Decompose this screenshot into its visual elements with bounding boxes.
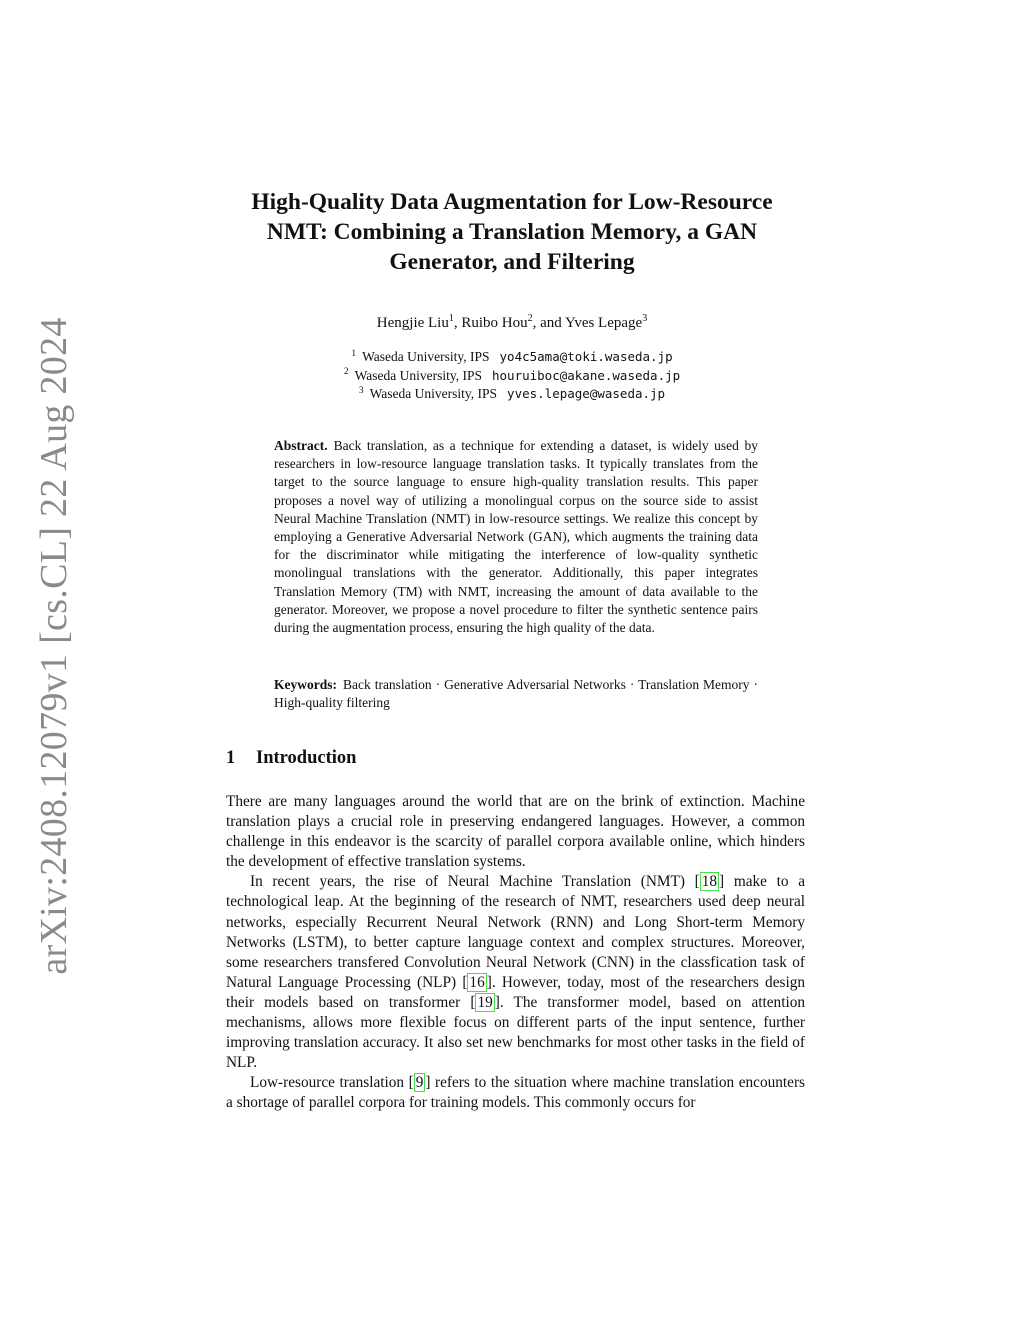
paragraph bbox=[226, 872, 805, 1073]
affiliation-institution: Waseda University, IPS bbox=[362, 349, 490, 364]
affiliation-list bbox=[238, 348, 786, 404]
affiliation-email[interactable]: yo4c5ama@toki.waseda.jp bbox=[499, 349, 673, 364]
abstract bbox=[274, 437, 758, 637]
affiliation-mark: 2 bbox=[343, 367, 349, 377]
affiliation-institution: Waseda University, IPS bbox=[354, 367, 482, 383]
citation-link[interactable]: 9 bbox=[415, 1074, 424, 1092]
body-text bbox=[226, 792, 805, 1114]
affiliation-mark: 1 bbox=[351, 348, 357, 359]
affiliation-line bbox=[238, 385, 786, 404]
keywords bbox=[274, 676, 758, 712]
paragraph-text: ]. The transformer model, based on attention mechanisms, allows more flexible focus on different parts of the input sentence, further improving translation accuracy. It also set new benchmarks for most other tasks in the field of NLP. bbox=[226, 993, 805, 1072]
section-title: Introduction bbox=[256, 748, 357, 768]
paragraph-text: In recent years, the rise of Neural Machine Translation (NMT) [ bbox=[250, 873, 700, 891]
author-list bbox=[238, 313, 786, 333]
affiliation-institution: Waseda University, IPS bbox=[369, 386, 498, 401]
arxiv-identifier: arXiv:2408.12079v1 [cs.CL] 22 Aug 2024 bbox=[33, 317, 75, 975]
title-line: NMT: Combining a Translation Memory, a GAN bbox=[266, 219, 758, 245]
title-line: High-Quality Data Augmentation for Low-Resource bbox=[251, 189, 773, 215]
section-heading bbox=[226, 748, 356, 769]
affiliation-email[interactable]: houruiboc@akane.waseda.jp bbox=[492, 367, 681, 383]
citation-link[interactable]: 16 bbox=[469, 973, 485, 991]
author-affiliation-mark: 3 bbox=[642, 313, 648, 324]
paragraph-text: ] make to a technological leap. At the beginning of the research of NMT, researchers used deep neural networks, especially Recurrent Neural Network (RNN) and Long Short-term Memory Networks (LSTM), to better capture language context and complex structures. Moreover, some researchers transfered Convolution Neural Network (CNN) in the classfication task of Natural Language Processing (NLP) [ bbox=[226, 873, 805, 991]
paragraph bbox=[226, 792, 805, 872]
affiliation-line bbox=[238, 367, 786, 386]
affiliation-line bbox=[238, 348, 786, 367]
paragraph-text: ]. However, today, most of the researchers design their models based on transformer [ bbox=[226, 973, 805, 1011]
author-separator: , bbox=[453, 315, 462, 331]
author-name: Yves Lepage bbox=[564, 315, 643, 331]
affiliation-email[interactable]: yves.lepage@waseda.jp bbox=[507, 386, 666, 401]
author-name: Ruibo Hou bbox=[461, 315, 528, 331]
paragraph-text: Low-resource translation [ bbox=[250, 1074, 414, 1092]
section-number: 1 bbox=[226, 748, 236, 768]
citation-link[interactable]: 18 bbox=[701, 873, 718, 891]
abstract-text: Back translation, as a technique for extending a dataset, is widely used by researchers in low-resource language translation tasks. It typically translates from the target to the source language to ensure high-quality translation results. This paper proposes a novel way of utilizing a monolingual corpus on the source side to assist Neural Machine Translation (NMT) in low-resource settings. We realize this concept by employing a Generative Adversarial Network (GAN), which augments the training data for the discriminator while mitigating the interference of low-quality synthetic monolingual translations with the generator. Additionally, this paper integrates Translation Memory (TM) with NMT, increasing the amount of data available to the generator. Moreover, we propose a novel procedure to filter the synthetic sentence pairs during the augmentation process, ensuring the high quality of the data. bbox=[274, 438, 758, 636]
paragraph-text: ] refers to the situation where machine translation encounters a shortage of parallel corpora for training models. This commonly occurs for bbox=[226, 1074, 805, 1112]
affiliation-mark: 3 bbox=[358, 385, 364, 396]
abstract-label: Abstract. bbox=[274, 438, 328, 453]
author-affiliation-mark: 2 bbox=[527, 313, 533, 324]
author-separator: , and bbox=[532, 315, 565, 331]
title-line: Generator, and Filtering bbox=[389, 249, 635, 275]
paragraph-text: There are many languages around the world that are on the brink of extinction. Machine translation plays a crucial role in preserving endangered languages. However, a common challenge in this endeavor is the scarcity of parallel corpora available online, which hinders the development of effective translation systems. bbox=[226, 793, 805, 871]
author-affiliation-mark: 1 bbox=[448, 313, 454, 324]
author-name: Hengjie Liu bbox=[376, 315, 449, 331]
paper-title bbox=[238, 187, 786, 277]
paragraph bbox=[226, 1073, 805, 1113]
citation-link[interactable]: 19 bbox=[477, 993, 493, 1011]
keywords-label: Keywords: bbox=[274, 677, 337, 692]
keywords-text: Back translation · Generative Adversarial Networks · Translation Memory · High-quality filtering bbox=[274, 677, 758, 711]
